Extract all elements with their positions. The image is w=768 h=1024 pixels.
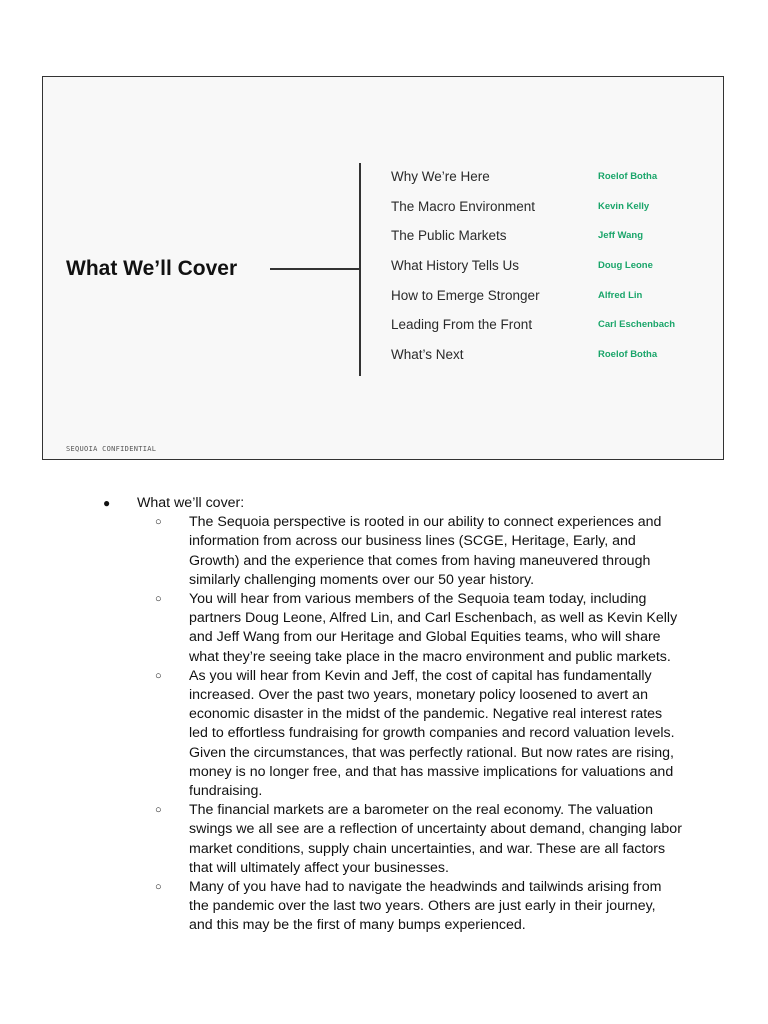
sub-bullet-icon: ○: [155, 881, 162, 894]
agenda-item: [391, 286, 711, 316]
sub-bullet-icon: ○: [155, 669, 162, 682]
list-item: [0, 878, 683, 936]
agenda-presenter: Alfred Lin: [598, 289, 643, 301]
notes-heading: What we’ll cover:: [137, 495, 245, 511]
agenda-topic: The Public Markets: [391, 228, 507, 244]
sub-bullet-icon: ○: [155, 804, 162, 817]
agenda-item: [391, 256, 711, 286]
connector-line-vertical: [359, 163, 361, 376]
agenda-presenter: Roelof Botha: [598, 171, 658, 182]
list-item-text: As you will hear from Kevin and Jeff, the cost of capital has fundamentally increased. Over the past two years, monetary policy loosened to avert an economic disaster in the midst of the pandemic. Negative real interest rates led to effortless fundraising for growth companies and record valuation levels. Given the circumstances, that was perfectly rational. But now rates are rising, money is no longer free, and that has massive implications for valuations and fundraising.: [189, 667, 675, 800]
slide: [42, 76, 724, 460]
agenda-presenter: Doug Leone: [598, 260, 653, 272]
agenda-item: [391, 197, 711, 227]
list-item-text: The financial markets are a barometer on the real economy. The valuation swings we all see are a reflection of uncertainty about demand, changing labor market conditions, supply chain uncertainties, and war. These are all factors that will ultimately affect your businesses.: [189, 802, 682, 876]
list-item-text: You will hear from various members of the Sequoia team today, including partners Doug Leone, Alfred Lin, and Carl Eschenbach, as well as Kevin Kelly and Jeff Wang from our Heritage and Global Equities teams, who will share what they’re seeing take place in the macro environment and public markets.: [189, 591, 678, 665]
agenda-item: [391, 315, 711, 345]
speaker-notes: [0, 494, 768, 936]
confidential-label: SEQUOIA CONFIDENTIAL: [66, 445, 157, 453]
agenda-list: [391, 167, 711, 375]
notes-heading-item: [0, 494, 768, 936]
sub-bullet-icon: ○: [155, 516, 162, 529]
list-item: [0, 667, 683, 801]
sub-bullet-icon: ○: [155, 593, 162, 606]
notes-list: [0, 494, 768, 936]
notes-sublist: [137, 513, 768, 935]
agenda-topic: The Macro Environment: [391, 198, 536, 214]
list-item-text: The Sequoia perspective is rooted in our ability to connect experiences and information from across our business lines (SCGE, Heritage, Early, and Growth) and the experience that comes from having maneuvered through similarly challenging moments over our 50 year history.: [189, 514, 662, 588]
agenda-presenter: Carl Eschenbach: [598, 319, 676, 331]
bullet-icon: ●: [103, 496, 111, 510]
list-item-text: Many of you have had to navigate the headwinds and tailwinds arising from the pandemic over the last two years. Others are just early in their journey, and this may be the first of many bumps experienced.: [189, 879, 662, 934]
agenda-item: [391, 226, 711, 256]
list-item: [0, 513, 683, 590]
agenda-presenter: Jeff Wang: [598, 230, 644, 242]
agenda-topic: Leading From the Front: [391, 317, 533, 333]
agenda-item: [391, 167, 711, 197]
agenda-topic: What History Tells Us: [391, 258, 520, 274]
agenda-item: [391, 345, 711, 375]
list-item: [0, 801, 683, 878]
list-item: [0, 590, 683, 667]
agenda-topic: How to Emerge Stronger: [391, 287, 540, 303]
agenda-presenter: Roelof Botha: [598, 349, 658, 361]
agenda-topic: Why We’re Here: [391, 169, 490, 184]
agenda-topic: What’s Next: [391, 347, 464, 363]
slide-title: What We’ll Cover: [66, 257, 238, 280]
connector-line-horizontal: [270, 268, 359, 270]
agenda-presenter: Kevin Kelly: [598, 200, 650, 212]
